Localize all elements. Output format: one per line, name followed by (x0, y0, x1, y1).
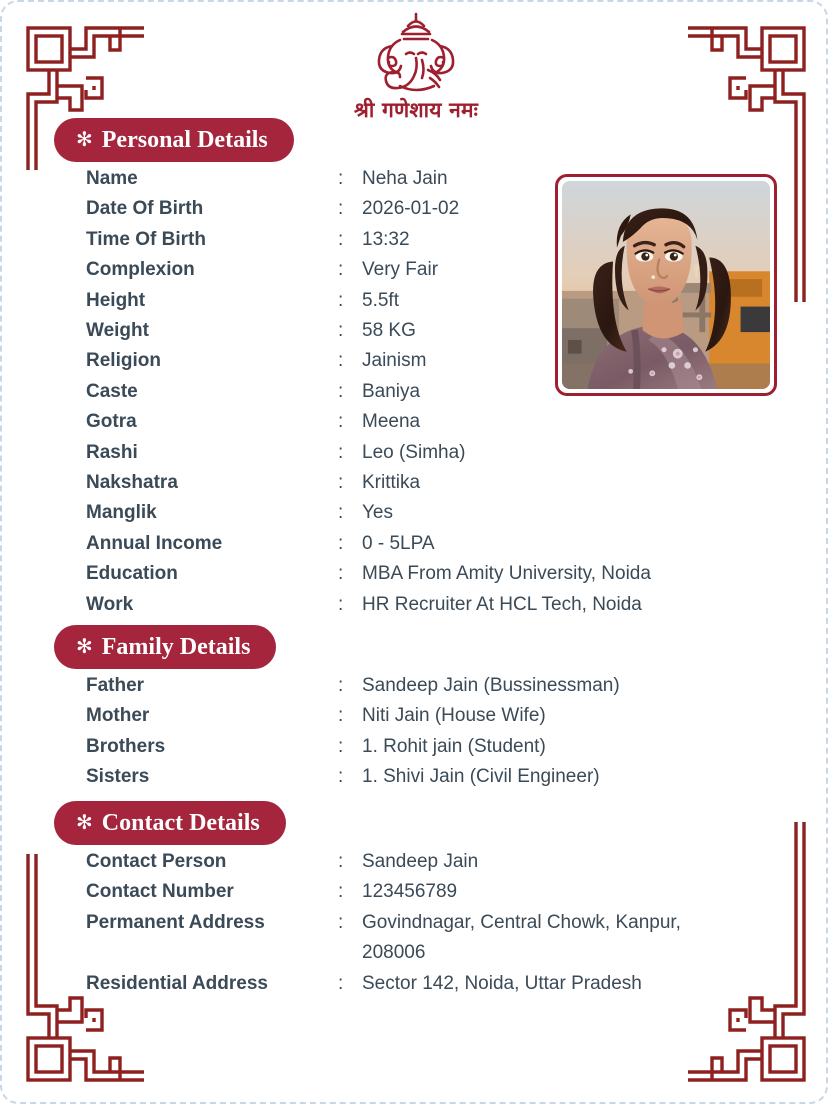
mantra-text: श्री गणेशाय नमः (353, 98, 479, 122)
detail-row (86, 732, 620, 762)
detail-label: Education (86, 563, 178, 585)
border-rail-left (28, 144, 36, 964)
detail-label: Father (86, 675, 145, 696)
detail-label: Height (86, 289, 146, 311)
detail-colon: : (338, 675, 344, 696)
detail-value: Krittika (362, 472, 421, 494)
detail-value: Sandeep Jain (362, 851, 479, 872)
detail-colon: : (338, 593, 344, 615)
ganesha-icon (370, 10, 462, 94)
asterisk-icon: ✻ (76, 127, 93, 151)
detail-colon: : (338, 532, 344, 554)
detail-value: Neha Jain (362, 168, 448, 189)
detail-label: Brothers (86, 735, 166, 757)
detail-label: Annual Income (86, 532, 223, 554)
detail-row (86, 407, 651, 437)
detail-colon: : (338, 911, 344, 933)
detail-rows-contact-details (86, 847, 734, 999)
detail-colon: : (338, 380, 344, 402)
detail-value: Yes (362, 502, 393, 524)
detail-row (86, 225, 651, 255)
detail-value: 13:32 (362, 228, 410, 250)
detail-colon: : (338, 563, 344, 585)
detail-value: Niti Jain (House Wife) (362, 705, 546, 727)
detail-label: Sisters (86, 766, 150, 788)
detail-label: Residential Address (86, 972, 268, 994)
detail-value: Very Fair (362, 259, 439, 281)
detail-colon: : (338, 472, 344, 494)
detail-label: Weight (86, 320, 149, 342)
border-rail-right (796, 144, 804, 964)
detail-row (86, 877, 734, 907)
asterisk-icon: ✻ (76, 634, 93, 658)
detail-colon: : (338, 228, 344, 250)
detail-value: 0 - 5LPA (362, 532, 435, 554)
detail-row (86, 762, 620, 792)
section-badge-label: Contact Details (101, 809, 260, 836)
detail-value: HR Recruiter At HCL Tech, Noida (362, 593, 642, 615)
detail-label: Date Of Birth (86, 198, 204, 220)
detail-row (86, 529, 651, 559)
detail-row (86, 438, 651, 468)
detail-rows-personal-details (86, 164, 651, 620)
detail-label: Nakshatra (86, 472, 178, 494)
detail-value: 1. Rohit jain (Student) (362, 735, 546, 757)
detail-row (86, 671, 620, 701)
detail-row (86, 286, 651, 316)
detail-label: Permanent Address (86, 911, 265, 933)
detail-value: Govindnagar, Central Chowk, Kanpur, 208006 (362, 911, 681, 964)
detail-value: 2026-01-02 (362, 198, 460, 220)
detail-colon: : (338, 350, 344, 372)
detail-label: Religion (86, 350, 161, 372)
detail-value: Meena (362, 411, 421, 433)
detail-colon: : (338, 320, 344, 342)
detail-colon: : (338, 259, 344, 281)
detail-row (86, 590, 651, 620)
detail-value: 5.5ft (362, 289, 399, 311)
detail-colon: : (338, 735, 344, 757)
detail-colon: : (338, 766, 344, 788)
detail-colon: : (338, 441, 344, 463)
detail-label: Manglik (86, 502, 157, 524)
detail-colon: : (338, 198, 344, 220)
detail-row (86, 701, 620, 731)
detail-colon: : (338, 289, 344, 311)
detail-value: 58 KG (362, 320, 416, 342)
detail-colon: : (338, 168, 344, 189)
detail-value: Sandeep Jain (Bussinessman) (362, 675, 620, 696)
section-badge-label: Personal Details (101, 126, 268, 153)
detail-colon: : (338, 411, 344, 433)
header (2, 10, 828, 124)
detail-rows-family-details (86, 671, 620, 793)
section-badge-family-details (54, 625, 276, 669)
detail-row (86, 468, 651, 498)
detail-value: Jainism (362, 350, 427, 372)
detail-row (86, 255, 651, 285)
section-badge-personal-details (54, 118, 294, 162)
detail-row (86, 164, 651, 194)
detail-label: Work (86, 593, 134, 615)
detail-label: Contact Person (86, 851, 227, 872)
section-badge-label: Family Details (101, 633, 251, 660)
detail-label: Name (86, 168, 138, 189)
detail-value: 1. Shivi Jain (Civil Engineer) (362, 766, 600, 788)
detail-colon: : (338, 851, 344, 872)
asterisk-icon: ✻ (76, 810, 93, 834)
detail-row (86, 847, 734, 877)
detail-row (86, 969, 734, 999)
detail-colon: : (338, 502, 344, 524)
detail-label: Gotra (86, 411, 137, 433)
detail-row (86, 908, 734, 969)
detail-row (86, 498, 651, 528)
detail-row (86, 194, 651, 224)
detail-value: 123456789 (362, 881, 458, 903)
detail-label: Caste (86, 380, 138, 402)
detail-value: Baniya (362, 380, 421, 402)
detail-row (86, 316, 651, 346)
detail-colon: : (338, 972, 344, 994)
detail-colon: : (338, 881, 344, 903)
detail-label: Complexion (86, 259, 195, 281)
detail-row (86, 377, 651, 407)
section-badge-contact-details (54, 801, 286, 845)
detail-label: Mother (86, 705, 150, 727)
detail-row (86, 559, 651, 589)
detail-label: Time Of Birth (86, 228, 206, 250)
detail-row (86, 346, 651, 376)
detail-label: Contact Number (86, 881, 234, 903)
detail-label: Rashi (86, 441, 138, 463)
detail-value: MBA From Amity University, Noida (362, 563, 651, 585)
detail-value: Sector 142, Noida, Uttar Pradesh (362, 972, 642, 994)
detail-colon: : (338, 705, 344, 727)
detail-value: Leo (Simha) (362, 441, 466, 463)
